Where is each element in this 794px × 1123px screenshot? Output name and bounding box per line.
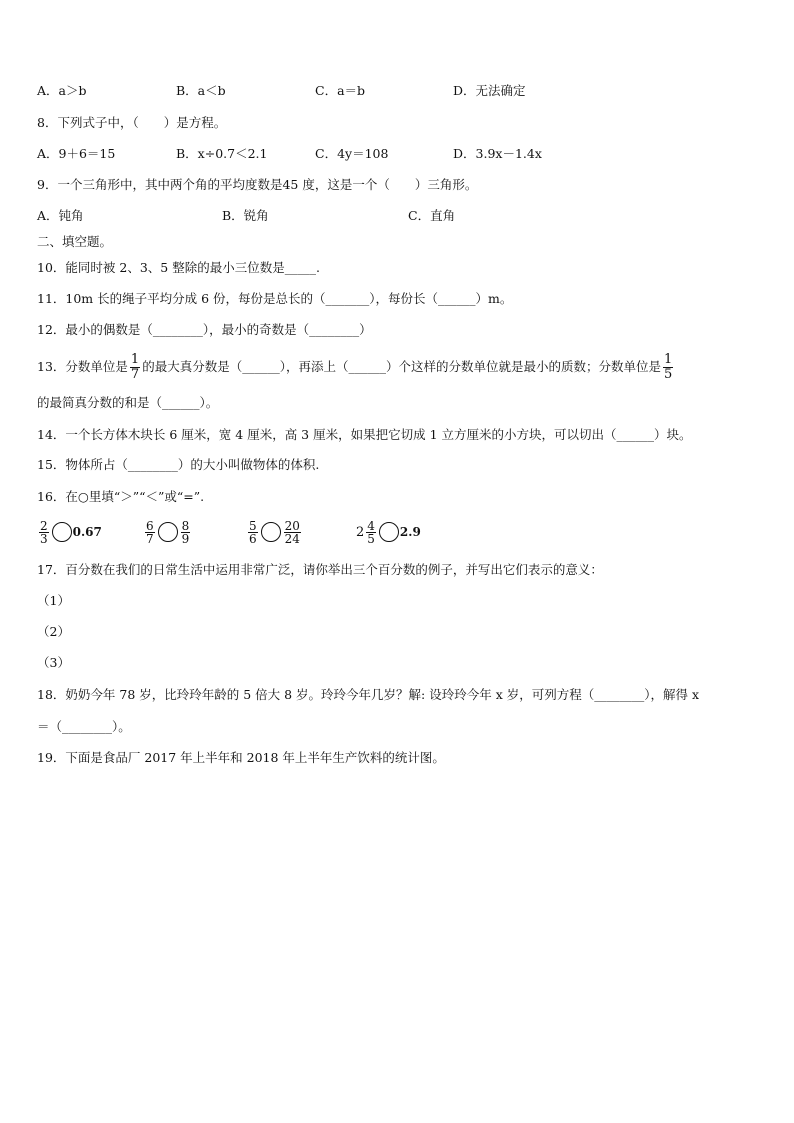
fraction-numerator: 2 [40, 518, 48, 533]
fraction-denominator: 9 [181, 531, 190, 546]
q16-item-1 [37, 512, 102, 552]
q7-option-a: A．a＞b [37, 83, 87, 98]
fraction-6-7 [145, 520, 155, 545]
q13-line2: 的最简真分数的和是（______）。 [37, 395, 219, 410]
fraction-8-9 [181, 520, 191, 545]
q9-option-c: C．直角 [408, 208, 456, 223]
q19: 19．下面是食品厂 2017 年上半年和 2018 年上半年生产饮料的统计图。 [37, 750, 445, 765]
q8-option-d: D．3.9x－1.4x [453, 146, 542, 161]
q18-line1: 18．奶奶今年 78 岁，比玲玲年龄的 5 倍大 8 岁。玲玲今年几岁？解: 设玲玲今年 x 岁，可列方程（________），解得 x [37, 687, 700, 702]
fraction-numerator: 1 [130, 351, 140, 367]
q11: 11．10m 长的绳子平均分成 6 份，每份是总长的（_______），每份长（______）m。 [37, 291, 513, 306]
q13-part2: 的最大真分数是（______），再添上（______）个这样的分数单位就是最小的质数；分数单位是 [142, 359, 661, 374]
q7-option-b: B．a＜b [176, 83, 226, 98]
q16-stem: 16．在○里填“＞”“＜”或“=”. [37, 489, 205, 504]
q18-line2: ＝（________）。 [37, 719, 131, 734]
q13-line1 [37, 349, 675, 385]
fraction-numerator: 5 [249, 518, 257, 533]
q17-item-1: （1） [37, 593, 70, 608]
fraction-denominator: 5 [663, 366, 673, 382]
compare-value: 0.67 [72, 525, 102, 539]
q17-stem: 17．百分数在我们的日常生活中运用非常广泛，请你举出三个百分数的例子，并写出它们表示的意义： [37, 562, 603, 577]
q8-option-c: C．4y＝108 [315, 146, 389, 161]
q12: 12．最小的偶数是（________），最小的奇数是（________） [37, 322, 372, 337]
q8-stem: 8．下列式子中，（ ）是方程。 [37, 115, 227, 130]
q15: 15．物体所占（________）的大小叫做物体的体积. [37, 457, 320, 472]
q17-item-3: （3） [37, 655, 70, 670]
fraction-numerator: 1 [663, 351, 673, 367]
q16-item-4 [356, 512, 421, 552]
answer-circle[interactable] [261, 522, 281, 542]
fraction-5-6 [248, 520, 258, 545]
fraction-20-24 [284, 520, 301, 545]
q9-option-b: B．锐角 [222, 208, 269, 223]
fraction-numerator: 20 [284, 518, 300, 533]
q13-part1: 13．分数单位是 [37, 359, 128, 374]
section-heading: 二、填空题。 [37, 234, 113, 249]
fraction-4-5 [366, 520, 376, 545]
fraction-denominator: 5 [367, 531, 375, 546]
fraction-numerator: 6 [146, 518, 154, 533]
fraction-denominator: 6 [249, 531, 257, 546]
q7-option-c: C．a＝b [315, 83, 366, 98]
fraction-denominator: 7 [130, 366, 140, 382]
q8-option-a: A．9＋6＝15 [37, 146, 116, 161]
answer-circle[interactable] [158, 522, 178, 542]
q14: 14．一个长方体木块长 6 厘米，宽 4 厘米，高 3 厘米，如果把它切成 1 立方厘米的小方块，可以切出（______）块。 [37, 427, 692, 442]
q9-stem: 9．一个三角形中，其中两个角的平均度数是45 度，这是一个（ ）三角形。 [37, 177, 478, 192]
q7-option-d: D．无法确定 [453, 83, 526, 98]
fraction-numerator: 4 [367, 518, 375, 533]
q16-item-2 [143, 512, 192, 552]
answer-circle[interactable] [379, 522, 399, 542]
q10: 10．能同时被 2、3、5 整除的最小三位数是_____. [37, 260, 320, 275]
q9-option-a: A．钝角 [37, 208, 84, 223]
q17-item-2: （2） [37, 624, 70, 639]
q13-fraction-1-7 [130, 353, 140, 382]
mixed-number-whole: 2 [356, 524, 365, 540]
fraction-denominator: 24 [284, 531, 300, 546]
fraction-2-3 [39, 520, 49, 545]
fraction-denominator: 3 [40, 531, 48, 546]
q16-item-3 [246, 512, 303, 552]
q13-fraction-1-5 [663, 353, 673, 382]
q8-option-b: B．x÷0.7＜2.1 [176, 146, 268, 161]
answer-circle[interactable] [52, 522, 72, 542]
fraction-numerator: 8 [181, 518, 190, 533]
compare-value: 2.9 [399, 525, 421, 539]
fraction-denominator: 7 [146, 531, 154, 546]
